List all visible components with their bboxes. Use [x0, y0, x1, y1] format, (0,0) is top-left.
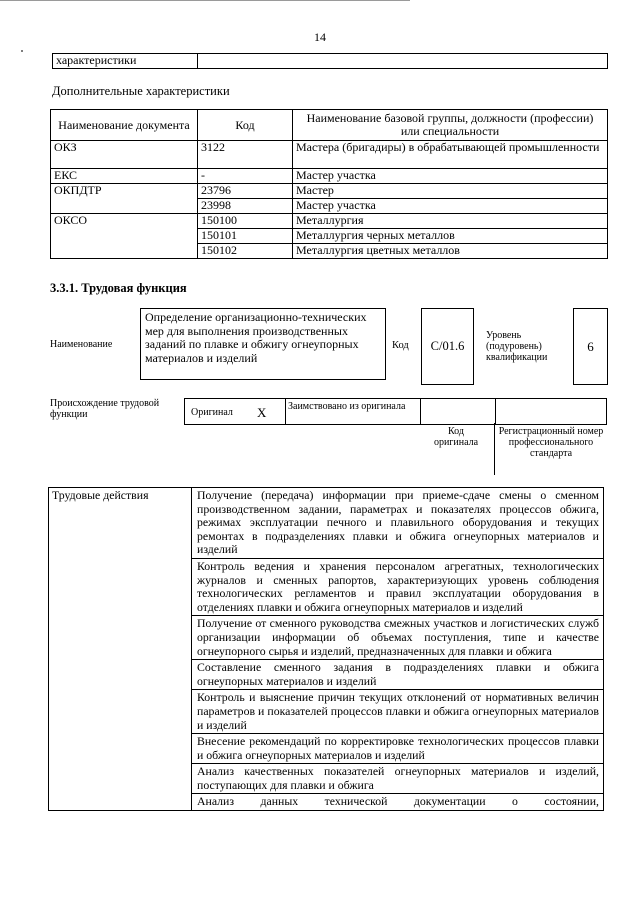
origin-divider	[495, 399, 496, 424]
origin-original-cell	[185, 399, 286, 424]
table-cell-name: Мастер	[293, 184, 608, 199]
table-cell-name: Металлургия	[293, 214, 608, 229]
top-row-label: характеристики	[53, 54, 198, 69]
top-row-empty	[198, 54, 608, 69]
table-cell-code: 23998	[198, 199, 293, 214]
header-group-name: Наименование базовой группы, должности (профессии) или специальности	[293, 110, 608, 141]
table-cell-doc: ОКПДТР	[51, 184, 198, 214]
labor-action-item: Контроль ведения и хранения персоналом агрегатных, технологических журналов и сменных рапортов, характеризующих уровень соблюдения технологических регламентов и правил эксплуатации оборудования в отделениях плавки и обжига огнеупорных материалов и изделий	[192, 558, 604, 615]
labor-action-item: Контроль и выяснение причин текущих отклонений от нормативных величин параметров и показателей процессов плавки и обжига огнеупорных материалов и изделий	[192, 690, 604, 734]
table-cell-doc: ОКСО	[51, 214, 198, 259]
header-document: Наименование документа	[51, 110, 198, 141]
origin-borrowed-label: Заимствовано из оригинала	[288, 401, 406, 412]
origin-reg-caption: Регистрационный номер профессионального стандарта	[498, 426, 604, 459]
table-cell-doc: ЕКС	[51, 169, 198, 184]
top-row-table	[52, 53, 608, 69]
origin-code-caption: Код оригинала	[433, 426, 479, 448]
section-title: 3.3.1. Трудовая функция	[50, 281, 187, 295]
extra-characteristics-title: Дополнительные характеристики	[52, 84, 230, 98]
table-cell-code: 150101	[198, 229, 293, 244]
origin-original-label: Оригинал	[191, 407, 233, 418]
labor-action-item: Анализ данных технической документации о состоянии,	[192, 794, 604, 811]
labor-action-item: Внесение рекомендаций по корректировке технологических процессов плавки и обжига огнеупорных материалов и изделий	[192, 734, 604, 764]
qualification-level-label: Уровень (подуровень) квалификации	[486, 330, 548, 363]
labor-action-item: Анализ качественных показателей огнеупорных материалов и изделий, поступающих для плавки и обжига	[192, 764, 604, 794]
scan-speck	[21, 50, 23, 52]
origin-caption-divider	[494, 423, 495, 475]
table-cell-code: 23796	[198, 184, 293, 199]
function-name-box: Определение организационно-технических мер для выполнения производственных заданий по плавке и обжигу огнеупорных материалов и изделий	[140, 308, 386, 380]
table-cell-code: -	[198, 169, 293, 184]
qualification-level-box: 6	[573, 308, 608, 385]
scan-top-edge	[0, 0, 410, 1]
function-name-label: Наименование	[50, 339, 113, 350]
table-cell-name: Мастер участка	[293, 169, 608, 184]
header-code: Код	[198, 110, 293, 141]
labor-action-item: Получение от сменного руководства смежных участков и логистических служб организации информации об объемах поступления, типе и качестве огнеупорного сырья и изделий, предназначенных для плавки и обжига	[192, 616, 604, 660]
table-cell-name: Металлургия черных металлов	[293, 229, 608, 244]
table-cell-name: Металлургия цветных металлов	[293, 244, 608, 259]
function-code-box: C/01.6	[421, 308, 474, 385]
labor-actions-label: Трудовые действия	[49, 488, 192, 811]
table-cell-code: 150100	[198, 214, 293, 229]
labor-actions-table	[48, 487, 604, 811]
extra-characteristics-table	[50, 109, 608, 259]
table-cell-code: 150102	[198, 244, 293, 259]
table-cell-name: Мастера (бригадиры) в обрабатывающей промышленности	[293, 141, 608, 169]
table-cell-code: 3122	[198, 141, 293, 169]
origin-label: Происхождение трудовой функции	[50, 398, 160, 420]
origin-box	[184, 398, 607, 425]
function-code-label: Код	[392, 340, 409, 351]
origin-divider	[420, 399, 421, 424]
labor-action-item: Получение (передача) информации при приеме-сдаче смены о сменном производственном задании, параметрах и показателях процессов обжига, режимах эксплуатации печного и плавильного оборудования и текущих ремонтах в подразделениях плавки и обжига огнеупорных материалов и изделий	[192, 488, 604, 559]
table-cell-doc: ОКЗ	[51, 141, 198, 169]
labor-action-item: Составление сменного задания в подразделениях плавки и обжига огнеупорных материалов и изделий	[192, 660, 604, 690]
origin-original-mark: X	[257, 405, 267, 420]
table-cell-name: Мастер участка	[293, 199, 608, 214]
page-number: 14	[314, 30, 326, 44]
